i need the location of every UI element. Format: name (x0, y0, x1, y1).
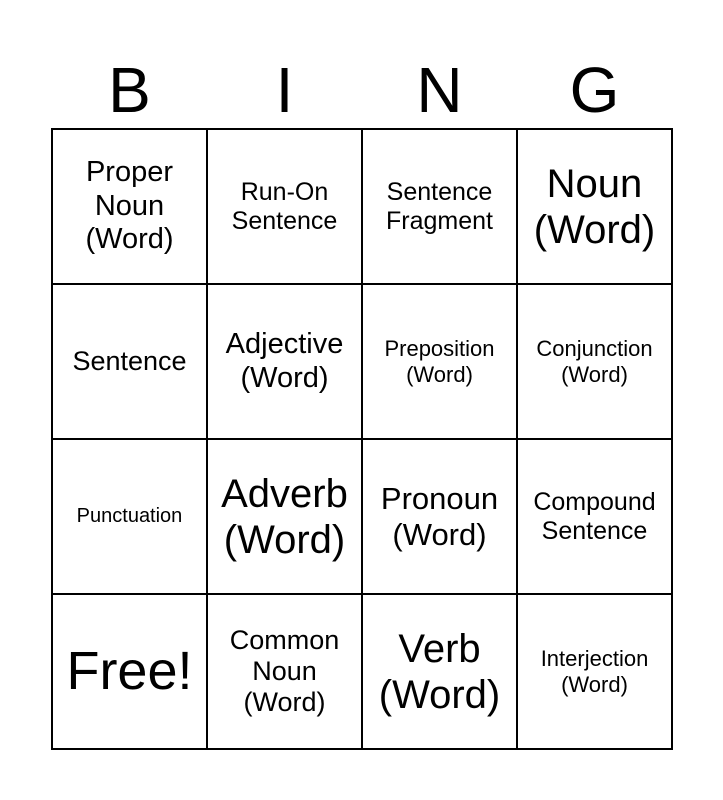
header-letter-i: I (275, 54, 294, 126)
bingo-board (51, 128, 673, 750)
bingo-cell[interactable]: Adverb (Word) (208, 440, 363, 595)
bingo-cell[interactable]: Sentence Fragment (363, 130, 518, 285)
bingo-cell[interactable]: Sentence (53, 285, 208, 440)
bingo-cell[interactable]: Conjunction (Word) (518, 285, 673, 440)
bingo-cell[interactable]: Noun (Word) (518, 130, 673, 285)
header-letter-n: N (416, 54, 463, 126)
bingo-cell[interactable]: Run-On Sentence (208, 130, 363, 285)
bingo-cell[interactable]: Compound Sentence (518, 440, 673, 595)
bingo-cell[interactable]: Preposition (Word) (363, 285, 518, 440)
header-letter-b: B (108, 54, 151, 126)
bingo-cell[interactable]: Verb (Word) (363, 595, 518, 750)
bingo-cell[interactable]: Proper Noun (Word) (53, 130, 208, 285)
free-space-cell[interactable]: Free! (53, 595, 208, 750)
bingo-cell[interactable]: Punctuation (53, 440, 208, 595)
header-letter-g: G (569, 54, 620, 126)
bingo-cell[interactable]: Pronoun (Word) (363, 440, 518, 595)
bingo-cell[interactable]: Interjection (Word) (518, 595, 673, 750)
bingo-cell[interactable]: Adjective (Word) (208, 285, 363, 440)
bingo-header (52, 52, 672, 128)
bingo-cell[interactable]: Common Noun (Word) (208, 595, 363, 750)
